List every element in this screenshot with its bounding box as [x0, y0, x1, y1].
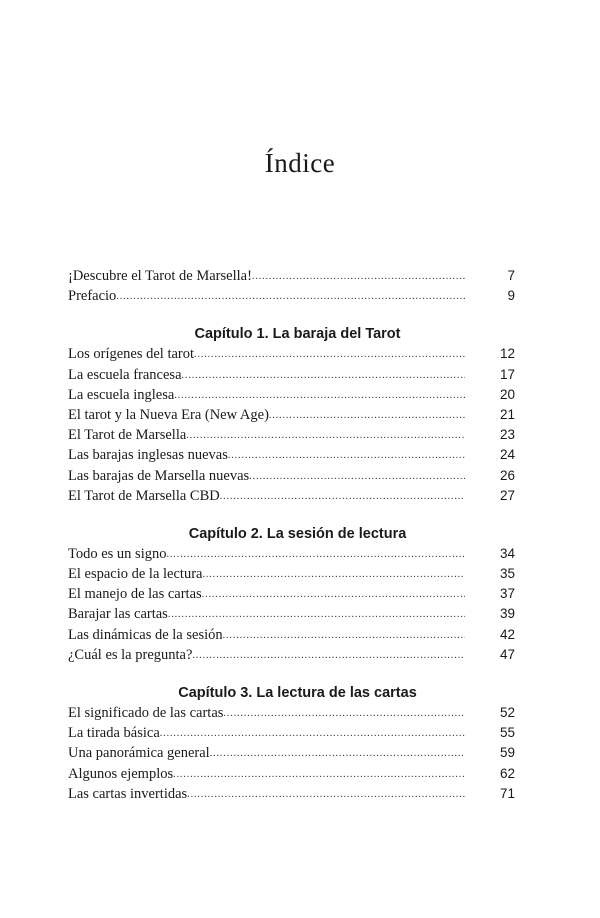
toc-entry[interactable] [68, 703, 515, 723]
toc-entry-page: 35 [499, 566, 515, 582]
toc-entry-title: Una panorámica general [68, 745, 210, 762]
chapter-1-section [68, 324, 515, 506]
toc-entry[interactable] [68, 266, 515, 286]
toc-entry[interactable] [68, 486, 515, 506]
toc-entry-title: Las barajas inglesas nuevas [68, 447, 228, 464]
dot-leader [174, 386, 465, 406]
dot-leader [249, 467, 465, 487]
toc-entry[interactable] [68, 645, 515, 665]
toc-entry-page: 24 [499, 447, 515, 463]
toc-entry-title: El significado de las cartas [68, 705, 224, 721]
chapter-3-section [68, 683, 515, 804]
dot-leader [269, 406, 465, 426]
dot-leader [182, 366, 465, 386]
toc-entry[interactable] [68, 286, 515, 306]
toc-entry-page: 26 [499, 467, 515, 483]
toc-entry-title: Todo es un signo [68, 545, 167, 562]
toc-entry[interactable] [68, 466, 515, 486]
toc-entry-page: 27 [499, 487, 515, 503]
toc-entry[interactable] [68, 365, 515, 385]
toc-entry[interactable] [68, 743, 515, 763]
dot-leader [252, 267, 465, 287]
toc-entry-page: 17 [499, 366, 515, 382]
toc-entry[interactable] [68, 564, 515, 584]
dot-leader [202, 565, 465, 585]
toc-entry[interactable] [68, 723, 515, 743]
toc-entry-page: 20 [499, 386, 515, 402]
dot-leader [168, 605, 465, 625]
dot-leader [160, 724, 465, 744]
toc-entry-page: 59 [499, 745, 515, 761]
toc-entry-title: El manejo de las cartas [68, 586, 202, 603]
toc-entry[interactable] [68, 544, 515, 564]
toc-entry-title: Barajar las cartas [68, 606, 168, 623]
toc-entry[interactable] [68, 344, 515, 364]
toc-entry-page: 62 [499, 765, 515, 781]
chapter-heading[interactable]: Capítulo 1. La baraja del Tarot [194, 326, 401, 343]
toc-entry-page: 37 [499, 586, 515, 602]
toc-entry[interactable] [68, 425, 515, 445]
toc-entry-page: 23 [499, 427, 515, 443]
toc-entry-page: 42 [499, 626, 515, 642]
dot-leader [194, 345, 465, 365]
toc-entry-page: 21 [499, 406, 515, 422]
chapter-heading[interactable]: Capítulo 3. La lectura de las cartas [178, 685, 417, 701]
dot-leader [192, 646, 465, 666]
toc-entry-page: 9 [507, 288, 515, 304]
toc-entry-page: 71 [499, 785, 515, 801]
toc-entry-title: El tarot y la Nueva Era (New Age) [68, 406, 269, 423]
toc-entry-title: Las cartas invertidas [68, 785, 188, 802]
toc-entry-title: La escuela francesa [68, 366, 182, 383]
toc-entry-page: 52 [499, 705, 515, 720]
toc-entry[interactable] [68, 604, 515, 624]
toc-entry[interactable] [68, 584, 515, 604]
dot-leader [220, 487, 465, 507]
toc-entry-title: Las barajas de Marsella nuevas [68, 467, 250, 484]
toc-entry-title: Los orígenes del tarot [68, 346, 195, 363]
toc-entry[interactable] [68, 625, 515, 645]
toc-entry-title: El espacio de la lectura [68, 566, 203, 583]
page-title: Índice [264, 148, 336, 179]
toc-entry-title: Prefacio [68, 288, 117, 305]
chapter-heading[interactable]: Capítulo 2. La sesión de lectura [188, 525, 407, 542]
toc-entry-title: Algunos ejemplos [68, 765, 174, 782]
toc-entry[interactable] [68, 445, 515, 465]
toc-entry-title: El Tarot de Marsella [68, 427, 187, 444]
toc-entry-title: Las dinámicas de la sesión [68, 626, 223, 643]
dot-leader [116, 287, 465, 307]
dot-leader [223, 626, 465, 646]
toc-entry-title: ¡Descubre el Tarot de Marsella! [68, 268, 252, 284]
dot-leader [187, 785, 465, 805]
toc-entry[interactable] [68, 784, 515, 804]
toc-entry-page: 55 [499, 725, 515, 741]
toc-entry-title: El Tarot de Marsella CBD [68, 487, 220, 504]
dot-leader [210, 744, 465, 764]
dot-leader [228, 446, 465, 466]
toc-entry-page: 39 [499, 606, 515, 622]
toc-entry-title: La escuela inglesa [68, 386, 175, 403]
toc-entry[interactable] [68, 405, 515, 425]
front-matter-section [68, 266, 515, 306]
dot-leader [173, 765, 465, 785]
toc-entry-title: ¿Cuál es la pregunta? [68, 646, 193, 663]
dot-leader [186, 426, 465, 446]
toc-entry[interactable] [68, 385, 515, 405]
dot-leader [166, 545, 465, 565]
toc-entry-page: 12 [499, 346, 515, 362]
toc-entry-title: La tirada básica [68, 725, 160, 742]
table-of-contents [68, 266, 515, 804]
toc-entry-page: 7 [507, 268, 515, 283]
toc-entry-page: 34 [499, 545, 515, 561]
toc-entry[interactable] [68, 764, 515, 784]
dot-leader [223, 704, 465, 724]
chapter-2-section [68, 524, 515, 665]
dot-leader [202, 585, 465, 605]
toc-entry-page: 47 [499, 646, 515, 662]
